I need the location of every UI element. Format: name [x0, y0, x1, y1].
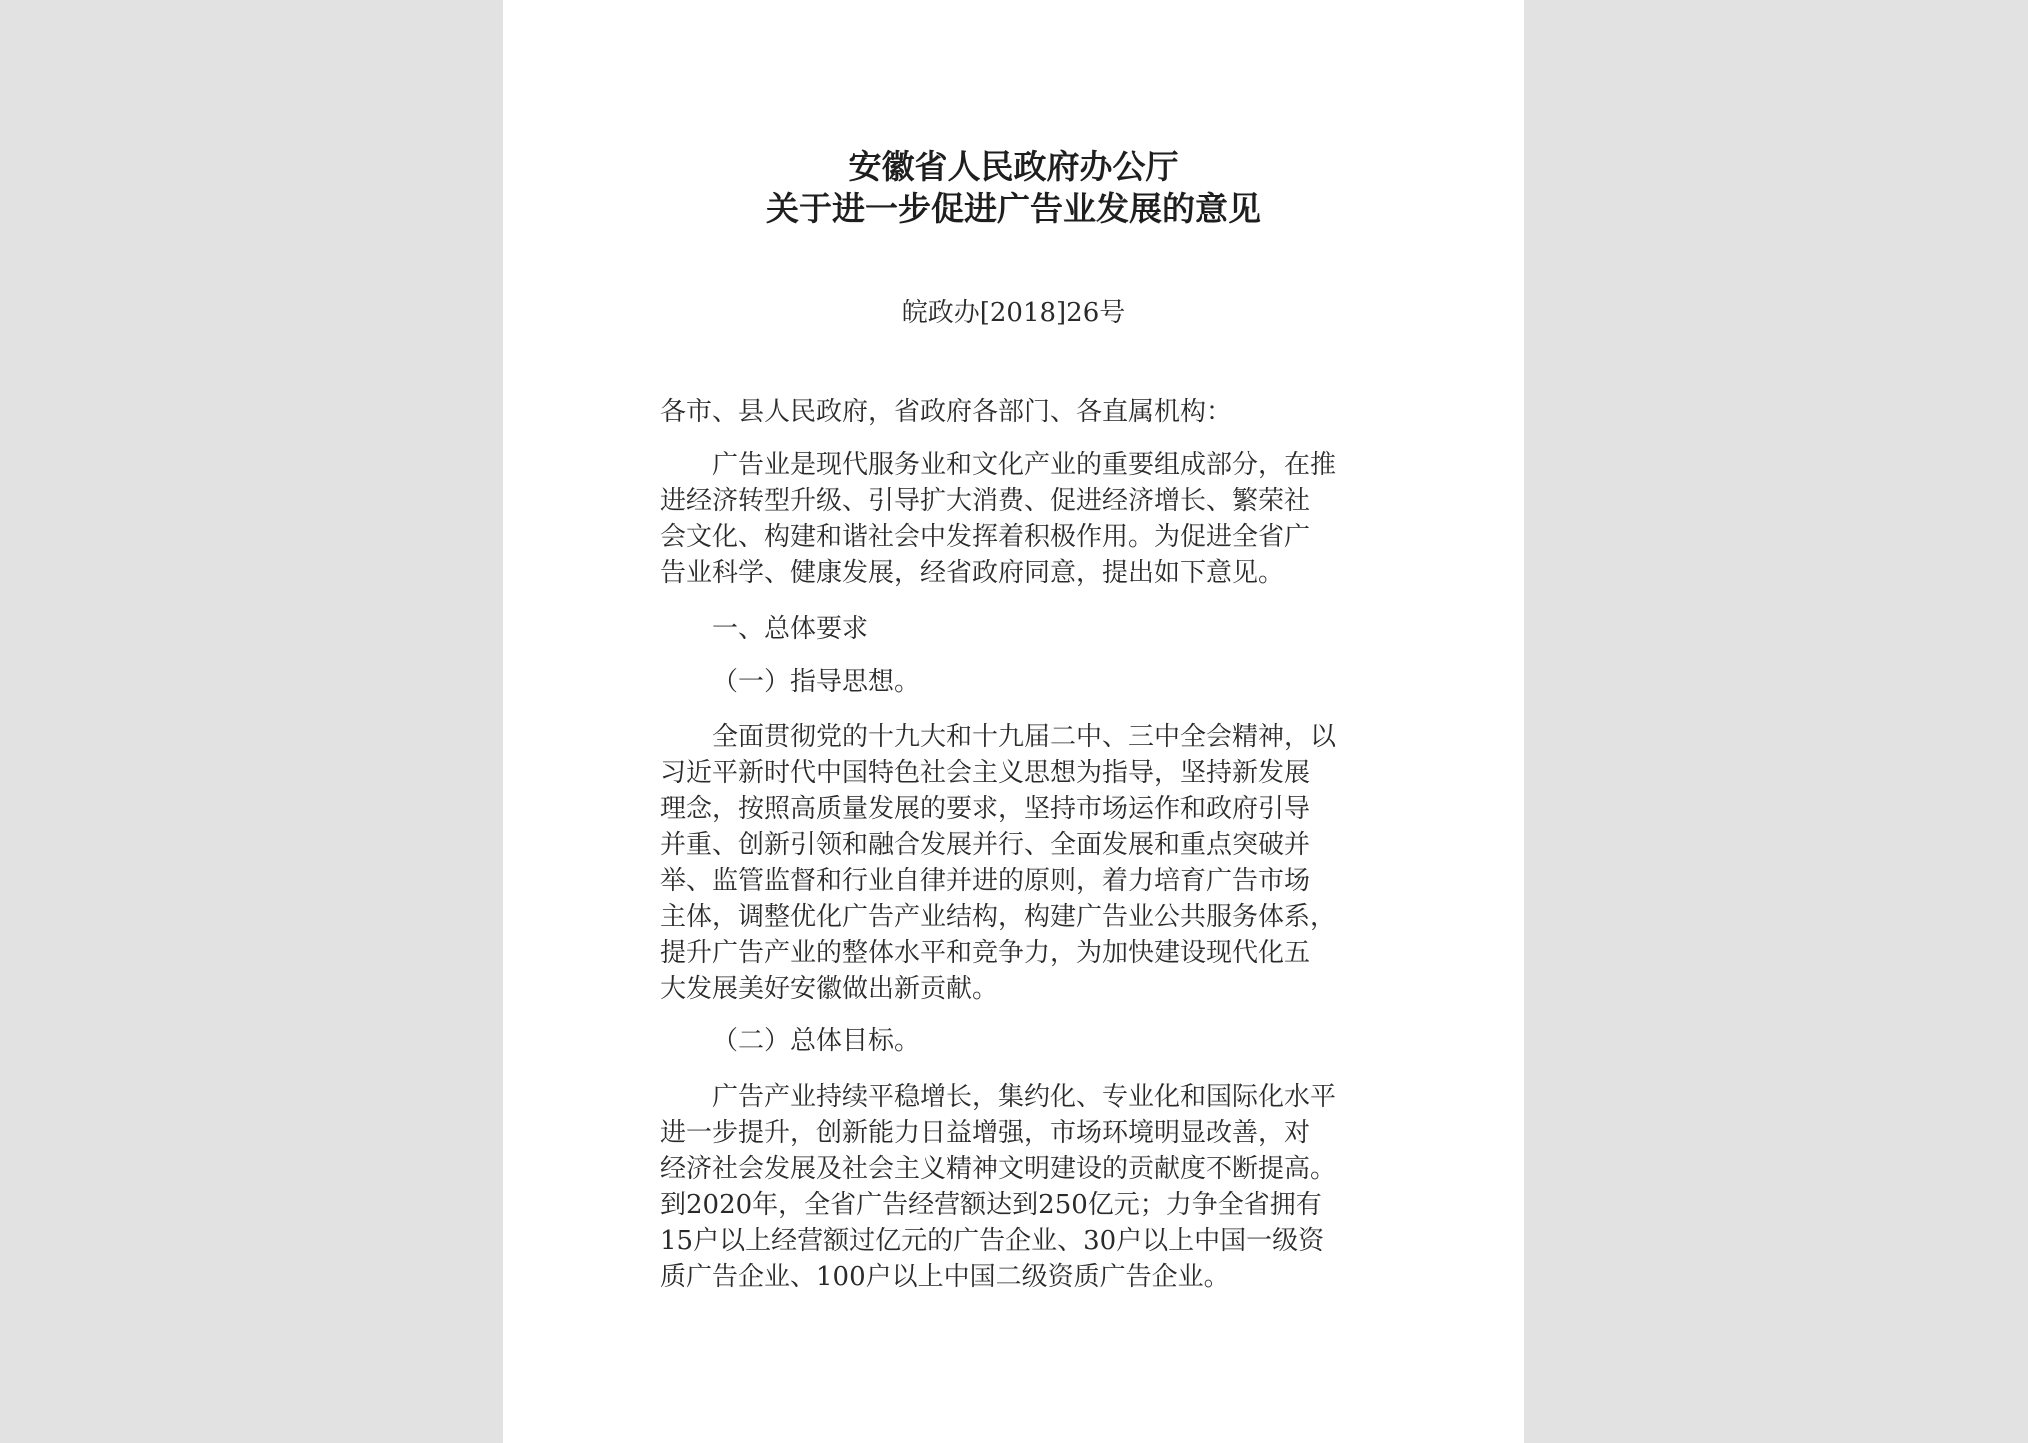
document-title-line-2: 关于进一步促进广告业发展的意见: [766, 189, 1261, 228]
intro-line: 广告业是现代服务业和文化产业的重要组成部分，在推: [712, 450, 1337, 480]
intro-line: 进经济转型升级、引导扩大消费、促进经济增长、繁荣社: [660, 486, 1311, 516]
paragraph-line: 全面贯彻党的十九大和十九届二中、三中全会精神，以: [712, 722, 1337, 752]
paragraph-line: 广告产业持续平稳增长，集约化、专业化和国际化水平: [712, 1082, 1337, 1112]
paragraph-line: 理念，按照高质量发展的要求，坚持市场运作和政府引导: [660, 794, 1311, 824]
document-number: 皖政办[2018]26号: [901, 298, 1126, 328]
paragraph-line: 主体，调整优化广告产业结构，构建广告业公共服务体系，: [660, 902, 1337, 932]
section-heading: 一、总体要求: [712, 614, 869, 644]
paragraph-line: 15户以上经营额过亿元的广告企业、30户以上中国一级资: [660, 1226, 1325, 1256]
intro-line: 会文化、构建和谐社会中发挥着积极作用。为促进全省广: [660, 522, 1311, 552]
document-page: [503, 0, 1524, 1443]
addressee: 各市、县人民政府，省政府各部门、各直属机构：: [660, 397, 1233, 427]
paragraph-line: 到2020年，全省广告经营额达到250亿元；力争全省拥有: [660, 1190, 1322, 1220]
paragraph-line: 并重、创新引领和融合发展并行、全面发展和重点突破并: [660, 830, 1311, 860]
subsection-heading: （二）总体目标。: [712, 1026, 921, 1056]
paragraph-line: 提升广告产业的整体水平和竞争力，为加快建设现代化五: [660, 938, 1311, 968]
paragraph-line: 习近平新时代中国特色社会主义思想为指导，坚持新发展: [660, 758, 1311, 788]
document-title-line-1: 安徽省人民政府办公厅: [848, 147, 1179, 186]
paragraph-line: 质广告企业、100户以上中国二级资质广告企业。: [660, 1262, 1230, 1292]
paragraph-line: 大发展美好安徽做出新贡献。: [660, 974, 999, 1004]
subsection-heading: （一）指导思想。: [712, 667, 921, 697]
paragraph-line: 举、监管监督和行业自律并进的原则，着力培育广告市场: [660, 866, 1311, 896]
paragraph-line: 经济社会发展及社会主义精神文明建设的贡献度不断提高。: [660, 1154, 1337, 1184]
intro-line: 告业科学、健康发展，经省政府同意，提出如下意见。: [660, 558, 1285, 588]
paragraph-line: 进一步提升，创新能力日益增强，市场环境明显改善，对: [660, 1118, 1311, 1148]
